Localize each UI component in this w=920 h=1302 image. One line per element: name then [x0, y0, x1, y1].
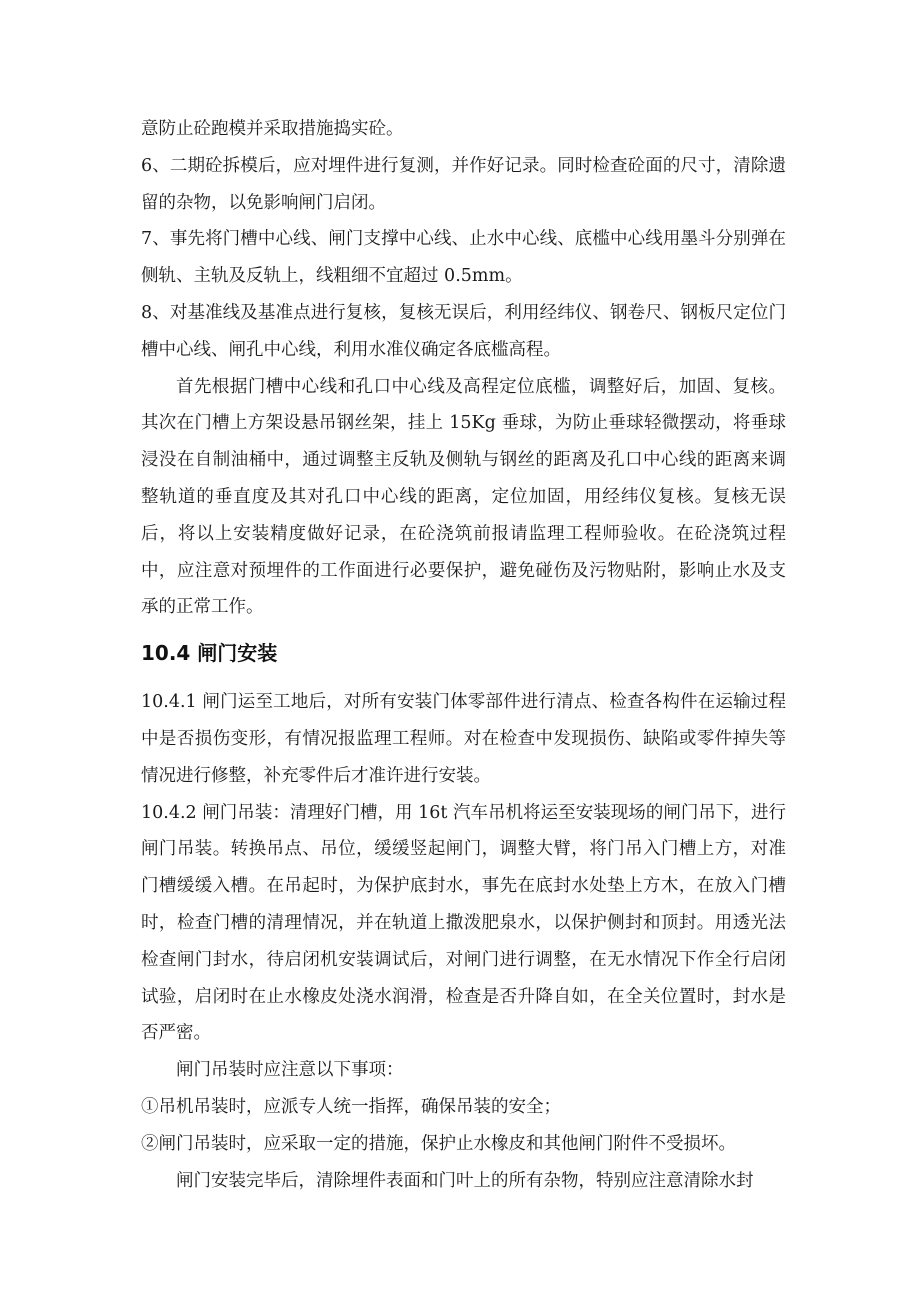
paragraph-final: 闸门安装完毕后，清除埋件表面和门叶上的所有杂物，特别应注意清除水封 — [176, 1170, 754, 1191]
paragraph-10-4-1: 10.4.1 闸门运至工地后，对所有安装门体零部件进行清点、检查各构件在运输过程中是否损伤变形，有情况报监理工程师。对在检查中发现损伤、缺陷或零件掉失等情况进行修整，补充零件后才准许进行安装。 — [141, 692, 786, 786]
paragraph-item-6: 6、二期砼拆模后，应对埋件进行复测，并作好记录。同时检查砼面的尺寸，清除遗留的杂物，以免影响闸门启闭。 — [141, 155, 786, 213]
paragraph-10-4-2: 10.4.2 闸门吊装：清理好门槽，用 16t 汽车吊机将运至安装现场的闸门吊下，进行闸门吊装。转换吊点、吊位，缓缓竖起闸门，调整大臂，将门吊入门槽上方，对准门槽缓缓入槽。在吊起时，为保护底封水，事先在底封水处垫上方木，在放入门槽时，检查门槽的清理情况，并在轨道上撒泼肥泉水，以保护侧封和顶封。用透光法检查闸门封水，待启闭机安装调试后，对闸门进行调整，在无水情况下作全行启闭试验，启闭时在止水橡皮处浇水润滑，检查是否升降自如，在全关位置时，封水是否严密。 — [141, 802, 786, 1044]
paragraph-item-7: 7、事先将门槽中心线、闸门支撑中心线、止水中心线、底槛中心线用墨斗分别弹在侧轨、主轨及反轨上，线粗细不宜超过 0.5mm。 — [141, 229, 786, 287]
paragraph-continuation: 意防止砼跑模并采取措施捣实砼。 — [141, 119, 404, 139]
paragraph-item-8: 8、对基准线及基准点进行复核，复核无误后，利用经纬仪、钢卷尺、钢板尺定位门槽中心线、闸孔中心线，利用水准仪确定各底槛高程。 — [141, 302, 786, 360]
section-heading: 10.4 闸门安装 — [141, 641, 278, 666]
paragraph-procedure: 首先根据门槽中心线和孔口中心线及高程定位底槛，调整好后，加固、复核。其次在门槽上方架设悬吊钢丝架，挂上 15Kg 垂球，为防止垂球轻微摆动，将垂球浸没在自制油桶中，通过调整主反轨及侧轨与钢丝的距离及孔口中心线的距离来调整轨道的垂直度及其对孔口中心线的距离，定位加固，用经纬仪复核。复核无误后，将以上安装精度做好记录，在砼浇筑前报请监理工程师验收。在砼浇筑过程中，应注意对预埋件的工作面进行必要保护，避免碰伤及污物贴附，影响止水及支承的正常工作。 — [141, 376, 786, 618]
paragraph-notes-intro: 闸门吊装时应注意以下事项： — [176, 1060, 404, 1081]
paragraph-note-2: ②闸门吊装时，应采取一定的措施，保护止水橡皮和其他闸门附件不受损坏。 — [141, 1133, 736, 1154]
document-body — [141, 111, 786, 1199]
paragraph-note-1: ①吊机吊装时，应派专人统一指挥，确保吊装的安全； — [141, 1096, 561, 1117]
